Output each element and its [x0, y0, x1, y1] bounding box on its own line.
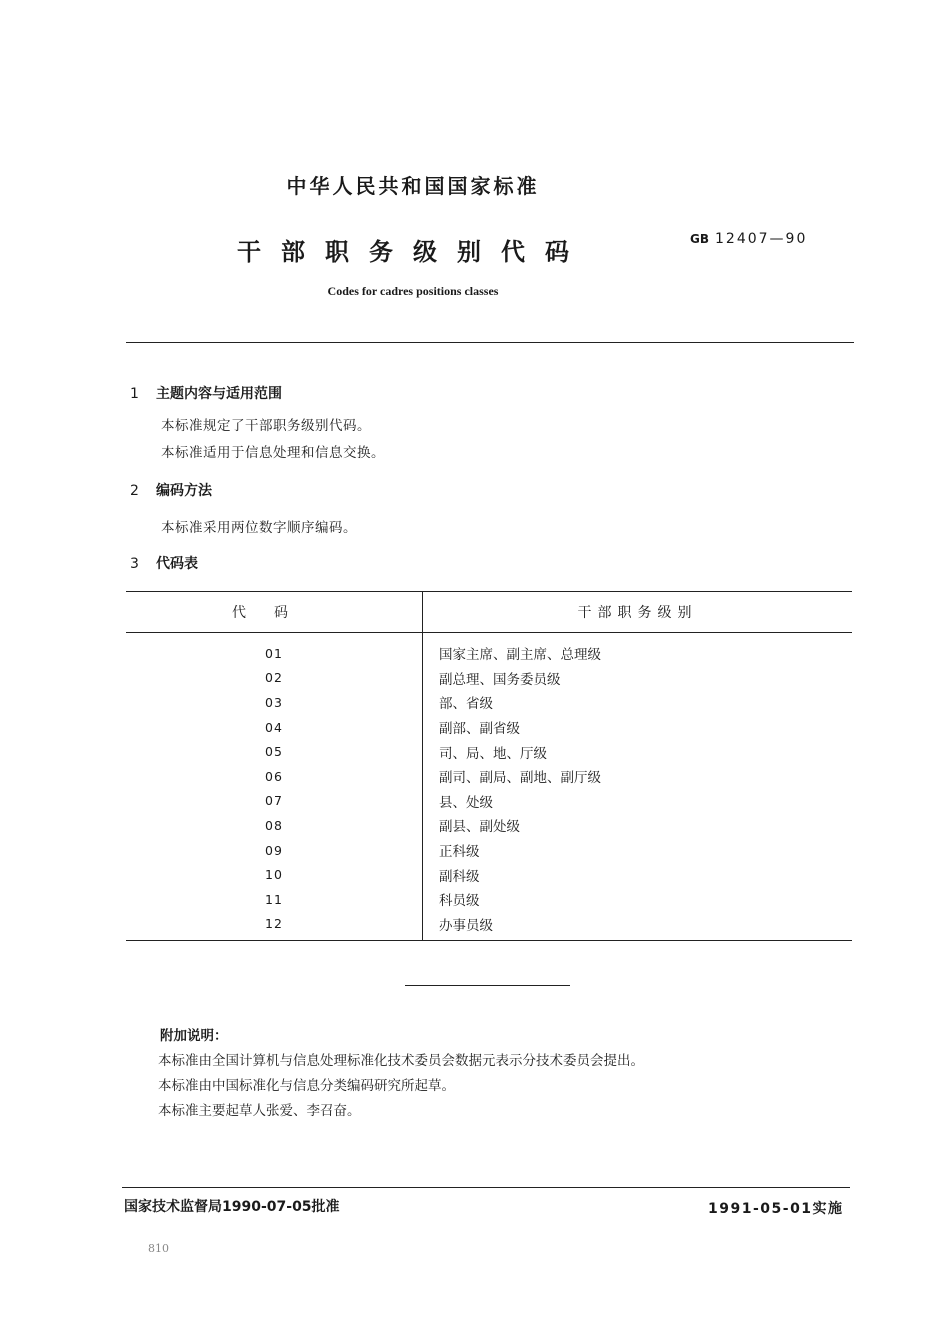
code-cell: 02: [126, 666, 423, 691]
level-cell: 司、局、地、厅级: [439, 745, 547, 762]
table-row: [126, 690, 852, 715]
standard-number: [690, 231, 807, 247]
code-cell: 10: [126, 862, 423, 887]
section-title: 主题内容与适用范围: [156, 386, 282, 402]
end-of-text-divider: [405, 985, 570, 986]
level-cell: 副县、副处级: [439, 819, 520, 836]
document-title: 干部职务级别代码: [237, 238, 589, 266]
footer-divider: [122, 1187, 850, 1188]
approval-date: 国家技术监督局1990-07-05批准: [124, 1199, 340, 1215]
level-cell: 副科级: [439, 868, 480, 885]
code-cell: 11: [126, 887, 423, 912]
section-2-paragraph-1: 本标准采用两位数字顺序编码。: [161, 520, 357, 536]
code-cell: 06: [126, 764, 423, 789]
table-row: [126, 813, 852, 838]
section-1-heading: [130, 383, 282, 403]
table-row: [126, 789, 852, 814]
table-row: [126, 912, 852, 941]
english-title: Codes for cadres positions classes: [327, 284, 499, 298]
level-cell: 办事员级: [439, 917, 493, 934]
implementation-date: 1991-05-01实施: [708, 1201, 844, 1217]
code-cell: 05: [126, 739, 423, 764]
table-row: [126, 764, 852, 789]
notes-line-2: 本标准由中国标准化与信息分类编码研究所起草。: [158, 1078, 455, 1094]
standard-code: 12407—90: [715, 231, 808, 247]
section-number: 1: [130, 386, 139, 402]
table-row: [126, 887, 852, 912]
level-cell: 副部、副省级: [439, 721, 520, 738]
standard-category: 中华人民共和国国家标准: [286, 174, 540, 198]
table-row: [126, 838, 852, 863]
code-cell: 09: [126, 838, 423, 863]
code-table: [126, 591, 852, 941]
section-title: 代码表: [156, 556, 198, 572]
code-cell: 12: [126, 912, 423, 941]
section-3-heading: [130, 553, 198, 573]
code-cell: 01: [126, 633, 423, 666]
level-cell: 副总理、国务委员级: [439, 671, 561, 688]
section-number: 3: [130, 556, 139, 572]
table-row: [126, 739, 852, 764]
level-cell: 副司、副局、副地、副厅级: [439, 770, 601, 787]
level-cell: 部、省级: [439, 696, 493, 713]
table-row: [126, 862, 852, 887]
section-title: 编码方法: [156, 483, 212, 499]
table-row: [126, 633, 852, 666]
code-cell: 08: [126, 813, 423, 838]
notes-heading: 附加说明：: [160, 1028, 228, 1044]
code-cell: 03: [126, 690, 423, 715]
table-header-row: [126, 592, 852, 633]
table-row: [126, 715, 852, 740]
level-cell: 科员级: [439, 893, 480, 910]
level-cell: 国家主席、副主席、总理级: [439, 647, 601, 664]
table-row: [126, 666, 852, 691]
header-divider: [126, 342, 854, 343]
column-header-level: 干部职务级别: [423, 592, 853, 633]
code-cell: 07: [126, 789, 423, 814]
standard-prefix: GB: [690, 232, 709, 246]
section-1-paragraph-1: 本标准规定了干部职务级别代码。: [161, 418, 371, 434]
section-1-paragraph-2: 本标准适用于信息处理和信息交换。: [161, 445, 385, 461]
notes-line-3: 本标准主要起草人张爱、李召奋。: [158, 1103, 361, 1119]
level-cell: 正科级: [439, 844, 480, 861]
notes-line-1: 本标准由全国计算机与信息处理标准化技术委员会数据元表示分技术委员会提出。: [158, 1053, 644, 1069]
section-number: 2: [130, 483, 139, 499]
code-cell: 04: [126, 715, 423, 740]
section-2-heading: [130, 480, 212, 500]
level-cell: 县、处级: [439, 794, 493, 811]
column-header-code: 代码: [126, 592, 423, 633]
page-number: 810: [148, 1242, 169, 1255]
